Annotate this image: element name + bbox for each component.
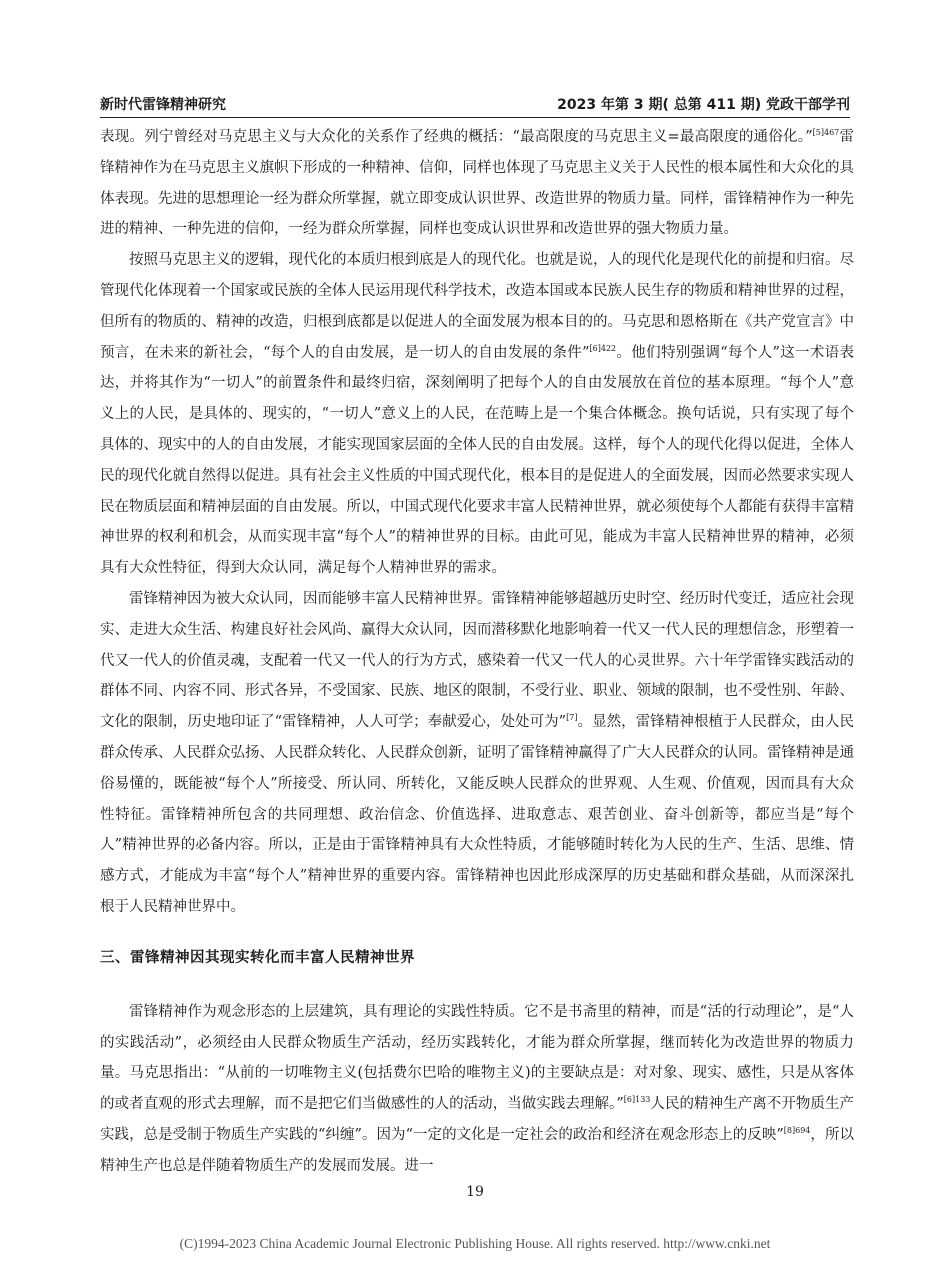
article-body xyxy=(100,122,854,1182)
running-header xyxy=(100,92,850,116)
copyright-footer: (C)1994-2023 China Academic Journal Electronic Publishing House. All rights reserved. http://www.cnki.net xyxy=(179,1236,771,1251)
paragraph-text: 雷锋精神作为在马克思主义旗帜下形成的一种精神、信仰，同样也体现了马克思主义关于人民性的根本属性和大众化的具体表现。先进的思想理论一经为群众所掌握，就立即变成认识世界、改造世界的物质力量。同样，雷锋精神作为一种先进的精神、一种先进的信仰，一经为群众所掌握，同样也变成认识世界和改造世界的强大物质力量。 xyxy=(100,129,854,238)
citation-marker: [6]133 xyxy=(623,1095,651,1105)
paragraph-text: 雷锋精神作为观念形态的上层建筑，具有理论的实践性特质。它不是书斋里的精神，而是“活的行动理论”，是“人的实践活动”，必须经由人民群众物质生产活动，经历实践转化，才能为群众所掌握，继而转化为改造世界的物质力量。马克思指出：“从前的一切唯物主义(包括费尔巴哈的唯物主义)的主要缺点是：对对象、现实、感性，只是从客体的或者直观的形式去理解，而不是把它们当做感性的人的活动，当做实践去理解。” xyxy=(100,1003,854,1113)
citation-marker: [5]467 xyxy=(812,128,840,138)
page-number: 19 xyxy=(466,1184,484,1200)
journal-issue-info: 2023 年第 3 期( 总第 411 期) 党政干部学刊 xyxy=(557,97,850,113)
paragraphs-before-heading xyxy=(100,122,854,923)
paragraph-text: 表现。列宁曾经对马克思主义与大众化的关系作了经典的概括：“最高限度的马克思主义=最高限度的通俗化。” xyxy=(100,129,813,145)
journal-section-title: 新时代雷锋精神研究 xyxy=(100,97,226,113)
citation-marker: [8]694 xyxy=(783,1126,811,1136)
paragraph-text: ，所以精神生产也总是伴随着物质生产的发展而发展。进一 xyxy=(100,1126,854,1174)
section-heading: 三、雷锋精神因其现实转化而丰富人民精神世界 xyxy=(100,949,415,966)
paragraph-text: 。显然，雷锋精神根植于人民群众，由人民群众传承、人民群众弘扬、人民群众转化、人民群众创新，证明了雷锋精神赢得了广大人民群众的认同。雷锋精神是通俗易懂的，既能被“每个人”所接受、所认同、所转化，又能反映人民群众的世界观、人生观、价值观，因而具有大众性特征。雷锋精神所包含的共同理想、政治信念、价值选择、进取意志、艰苦创业、奋斗创新等，都应当是“每个人”精神世界的必备内容。所以，正是由于雷锋精神具有大众性特质，才能够随时转化为人民的生产、生活、思维、情感方式，才能成为丰富“每个人”精神世界的重要内容。雷锋精神也因此形成深厚的历史基础和群众基础，从而深深扎根于人民精神世界中。 xyxy=(100,714,855,915)
citation-marker: [7] xyxy=(566,713,578,723)
paragraph xyxy=(100,245,854,584)
paragraph xyxy=(100,997,854,1182)
paragraph xyxy=(100,584,854,923)
paragraph-text: 人民的精神生产离不开物质生产实践，总是受制于物质生产实践的“纠缠”。因为“一定的文化是一定社会的政治和经济在观念形态上的反映” xyxy=(100,1096,854,1143)
paragraph-text: 雷锋精神因为被大众认同，因而能够丰富人民精神世界。雷锋精神能够超越历史时空、经历时代变迁，适应社会现实、走进大众生活、构建良好社会风尚、赢得大众认同，因而潜移默化地影响着一代又一代人民的理想信念，形塑着一代又一代人的价值灵魂，支配着一代又一代人的行为方式，感染着一代又一代人的心灵世界。六十年学雷锋实践活动的群体不同、内容不同、形式各异，不受国家、民族、地区的限制，不受行业、职业、领域的限制，也不受性别、年龄、文化的限制，历史地印证了“雷锋精神，人人可学；奉献爱心，处处可为” xyxy=(100,590,854,731)
paragraphs-after-heading xyxy=(100,997,854,1182)
paragraph xyxy=(100,122,854,245)
paragraph-text: 。他们特别强调“每个人”这一术语表达，并将其作为“一切人”的前置条件和最终归宿，深刻阐明了把每个人的自由发展放在首位的基本原理。“每个人”意义上的人民，是具体的、现实的，“一切人”意义上的人民，在范畴上是一个集合体概念。换句话说，只有实现了每个具体的、现实中的人的自由发展，才能实现国家层面的全体人民的自由发展。这样，每个人的现代化得以促进，全体人民的现代化就自然得以促进。具有社会主义性质的中国式现代化，根本目的是促进人的全面发展，因而必然要求实现人民在物质层面和精神层面的自由发展。所以，中国式现代化要求丰富人民精神世界，就必须使每个人都能有获得丰富精神世界的权利和机会，从而实现丰富“每个人”的精神世界的目标。由此可见，能成为丰富人民精神世界的精神，必须具有大众性特征，得到大众认同，满足每个人精神世界的需求。 xyxy=(100,344,855,577)
citation-marker: [6]422 xyxy=(589,343,617,353)
paragraph-text: 按照马克思主义的逻辑，现代化的本质归根到底是人的现代化。也就是说，人的现代化是现代化的前提和归宿。尽管现代化体现着一个国家或民族的全体人民运用现代科学技术，改造本国或本民族人民生存的物质和精神世界的过程，但所有的物质的、精神的改造，归根到底都是以促进人的全面发展为根本目的的。马克思和恩格斯在《共产党宣言》中预言，在未来的新社会，“每个人的自由发展，是一切人的自由发展的条件” xyxy=(100,252,854,361)
header-rule xyxy=(100,117,850,118)
